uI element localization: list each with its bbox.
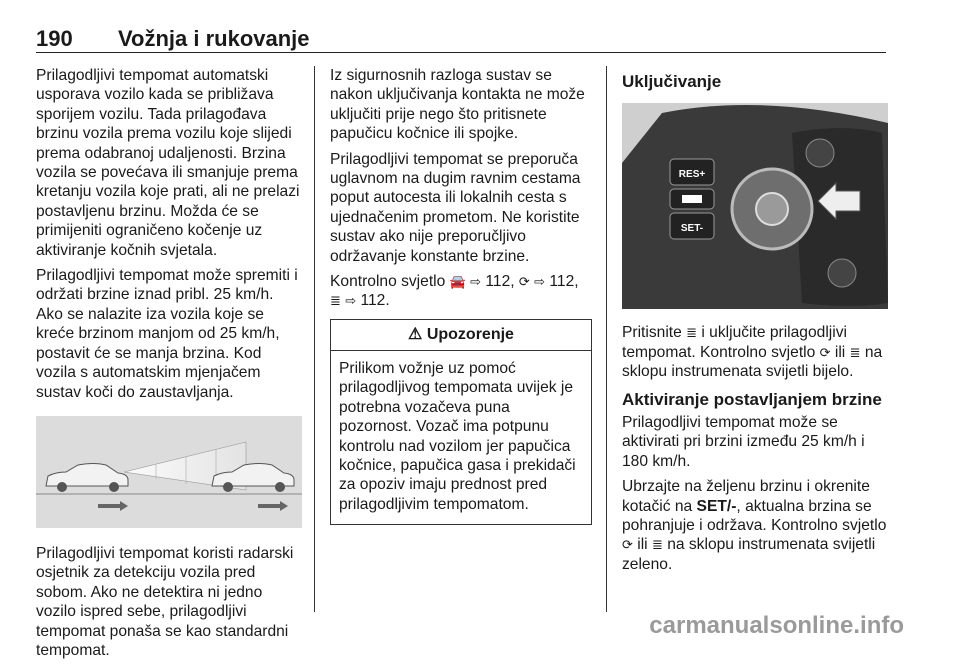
paragraph: Kontrolno svjetlo 🚘 ⇨ 112, ⟳ ⇨ 112, ≣ ⇨ 112. (330, 273, 579, 310)
chapter-title: Vožnja i rukovanje (118, 26, 310, 51)
res-label: RES+ (678, 169, 706, 181)
adaptive-cruise-icon: ≣ (330, 293, 341, 309)
cruise-control-icon: ⟳ (622, 537, 633, 553)
car-icon: 🚘 (449, 274, 466, 290)
column-2 (330, 66, 592, 525)
adaptive-cruise-icon: ≣ (849, 344, 861, 360)
section-heading: Aktiviranje postavljanjem brzine (622, 389, 882, 409)
radar-cars-image (36, 416, 302, 528)
page-ref-arrow-icon: ⇨ (345, 293, 357, 309)
column-1 (36, 66, 302, 666)
set-control-label: SET/- (696, 497, 737, 515)
warning-title: Upozorenje (426, 325, 514, 343)
set-label: SET- (680, 223, 704, 235)
paragraph: Iz sigurnosnih razloga sustav se nakon uključivanja kontakta ne može uključiti prije nego što pritisnete papučicu kočnice ili spojke. (330, 67, 585, 143)
paragraph: Prilagodljivi tempomat može spremiti i održati brzine iznad pribl. 25 km/h. Ako se nalazite iza vozila koje se kreće brzinom manjom od 25 km/h, postavit će se manja brzina. Kod vozila s automatskim mjenjačem sustav koči do zaustavljanja. (36, 267, 298, 401)
watermark: carmanualsonline.info (649, 612, 904, 639)
column-divider (314, 66, 315, 612)
column-3 (622, 66, 888, 580)
paragraph: Prilagodljivi tempomat može se aktivirati pri brzini između 25 km/h i 180 km/h. (622, 414, 865, 470)
cruise-control-icon: ⟳ (518, 274, 530, 290)
adaptive-cruise-icon: ≣ (651, 537, 663, 553)
page-ref-arrow-icon: ⇨ (470, 274, 482, 290)
section-heading: Uključivanje (622, 72, 722, 91)
warning-box (330, 319, 592, 525)
adaptive-cruise-icon: ≣ (686, 325, 698, 341)
paragraph: Prilagodljivi tempomat koristi radarski osjetnik za detekciju vozila pred sobom. Ako ne detektira ni jedno vozilo ispred sebe, prilagodljivi tempomat ponaša se kao standardni tempomat. (36, 544, 294, 659)
paragraph: Prilagodljivi tempomat se preporuča uglavnom na dugim ravnim cestama poput autocesta ili lokalnih cesta s ujednačenim prometom. Ne koristite sustav ako nije preporučljivo održavanje konstante brzine. (330, 150, 581, 265)
warning-icon: ⚠ (408, 325, 423, 343)
radar-illustration (36, 416, 302, 528)
warning-header (331, 320, 591, 351)
steering-wheel-illustration (622, 103, 888, 309)
steering-wheel-controls-image (622, 103, 888, 309)
warning-text: Prilikom vožnje uz pomoć prilagodljivog tempomata uvijek je potrebna vozačeva puna pozornost. Vozač ima potpunu kontrolu nad vozilom jer papučica kočnice, papučica gasa i prekidači za opoziv imaju prednost pred prilagodljivim tempomatom. (339, 359, 576, 513)
paragraph: Pritisnite ≣ i uključite prilagodljivi tempomat. Kontrolno svjetlo ⟳ ili ≣ na sklopu instrumenata svijetli bijelo. (622, 324, 883, 381)
column-divider (606, 66, 607, 612)
cruise-control-icon: ⟳ (819, 344, 831, 360)
paragraph: Ubrzajte na željenu brzinu i okrenite kotačić na SET/-, aktualna brzina se pohranjuje i održava. Kontrolno svjetlo ⟳ ili ≣ na sklopu instrumenata svijetli zeleno. (622, 478, 887, 573)
page-number: 190 (36, 26, 73, 51)
page-header (36, 26, 886, 53)
page-ref-arrow-icon: ⇨ (534, 274, 546, 290)
paragraph: Prilagodljivi tempomat automatski usporava vozilo kada se približava sporijem vozilu. Tada prilagođava brzinu vozila prema vozilu koje slijedi prema odabranoj udaljenosti. Brzina vozila se povećava ili smanjuje prema kretanju vozila koje prati, ali ne prelazi postavljenu brzinu. Možda će se primijeniti ograničeno kočenje uz aktiviranje kočnih svjetala. (36, 67, 300, 259)
